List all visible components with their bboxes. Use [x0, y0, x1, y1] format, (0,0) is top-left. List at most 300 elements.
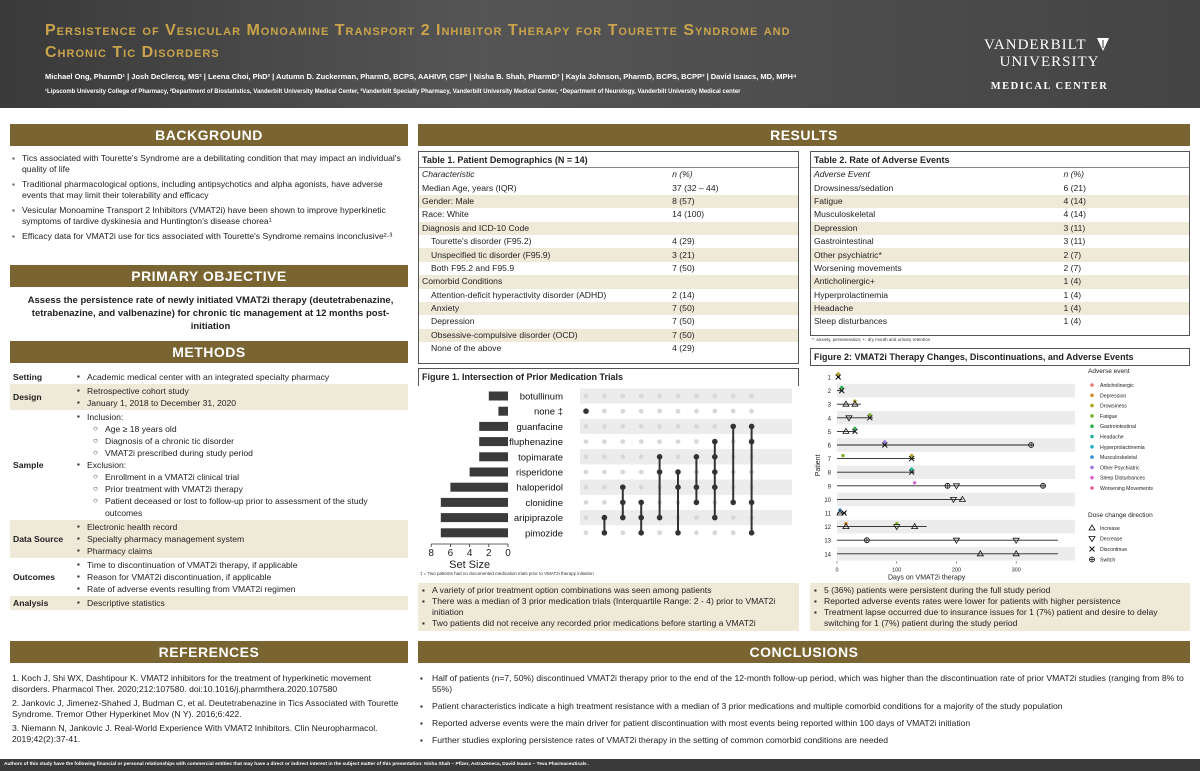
table-row [811, 315, 1189, 328]
dose-change-marker [1013, 538, 1019, 543]
table-row [419, 248, 798, 261]
figure-caption: Figure 2: VMAT2i Therapy Changes, Discontinuations, and Adverse Events [814, 352, 1134, 362]
objective-heading: PRIMARY OBJECTIVE [10, 265, 408, 287]
matrix-dot-empty [731, 409, 736, 414]
table-caption: Table 2. Rate of Adverse Events [811, 152, 1189, 168]
figure1-footnote: ‡ = Two patients had no documented medication trials prior to VMAT2i therapy initiation [420, 571, 594, 576]
list-item: ▪ Reason for VMAT2i discontinuation, if applicable [75, 571, 405, 583]
disclosure-footer: Authors of this study have the following financial or personal relationships with commercial entities that may have a direct or indirect interest in the subject matter of this presentation: Nisha Shah – Pfizer, AstraZeneca, David Isaacs – Teva Pharmaceuticals . [0, 759, 1200, 771]
patient-label: 4 [827, 416, 831, 423]
table-row [811, 262, 1189, 275]
list-item: ▪ Rate of adverse events resulting from VMAT2i regimen [75, 583, 405, 595]
x-tick-label: 6 [447, 548, 454, 559]
set-label: topimarate [518, 452, 563, 464]
list-item: ▪ January 1, 2018 to December 31, 2020 [75, 397, 405, 409]
matrix-dot-filled [602, 530, 608, 536]
matrix-dot-filled [749, 439, 755, 445]
matrix-dot-empty [584, 424, 589, 429]
legend-color-dot [1090, 476, 1094, 480]
legend-color-dot [1090, 445, 1094, 449]
table-patient-demographics [418, 151, 799, 364]
set-size-bar [441, 498, 508, 507]
matrix-dot-empty [620, 439, 625, 444]
adverse-event-dot [841, 454, 844, 457]
row-value: 2 (7) [1063, 249, 1082, 260]
set-size-bar [470, 468, 508, 477]
patient-label: 9 [827, 484, 831, 491]
matrix-dot-empty [602, 500, 607, 505]
y-axis-label: Patient [815, 454, 822, 477]
row-label: Anxiety [431, 303, 460, 314]
set-size-bar [441, 528, 508, 537]
x-tick-label: 300 [1011, 567, 1021, 574]
matrix-dot-empty [657, 424, 662, 429]
list-item: ▪ Tics associated with Tourette's Syndrome are a debilitating condition that may impact an individual's quality of life [12, 153, 407, 175]
matrix-dot-empty [584, 515, 589, 520]
row-label: Race: White [422, 209, 469, 220]
list-item: ▪ Pharmacy claims [75, 545, 405, 557]
matrix-dot-filled [620, 484, 626, 490]
matrix-dot-empty [676, 424, 681, 429]
table-row [419, 289, 798, 302]
legend-label: Depression [1100, 393, 1127, 400]
row-value: 3 (11) [1063, 222, 1086, 233]
adverse-event-dot [913, 481, 916, 484]
matrix-dot-empty [602, 485, 607, 490]
row-value: 3 (11) [1063, 236, 1086, 247]
list-item: ▪ Electronic health record [75, 521, 405, 533]
set-label: botullinum [519, 391, 563, 403]
matrix-dot-empty [584, 394, 589, 399]
set-size-bar [479, 437, 508, 446]
matrix-dot-empty [731, 530, 736, 535]
matrix-dot-empty [712, 424, 717, 429]
row-value: 4 (29) [672, 236, 695, 247]
dose-change-marker [843, 428, 849, 433]
row-value: 7 (50) [672, 329, 695, 340]
patient-label: 1 [827, 375, 831, 382]
figure-caption: Figure 1. Intersection of Prior Medication Trials [422, 372, 624, 382]
list-item: ▪ Traditional pharmacological options, including antipsychotics and alpha agonists, have adverse events that may limit their tolerability and efficacy [12, 179, 407, 201]
matrix-dot-filled [730, 424, 736, 430]
matrix-dot-empty [639, 454, 644, 459]
matrix-dot-filled [675, 469, 681, 475]
row-label: Outcomes [13, 572, 56, 582]
matrix-dot-empty [602, 424, 607, 429]
column-header: n (%) [672, 169, 693, 180]
x-tick-label: 2 [486, 548, 492, 559]
patient-label: 5 [827, 429, 831, 436]
legend-label: Anticholinergic [1100, 383, 1134, 389]
row-value: 7 (50) [672, 316, 695, 327]
row-label: Worsening movements [814, 262, 902, 273]
x-tick-label: 8 [428, 548, 434, 559]
row-value: 2 (7) [1063, 262, 1082, 273]
matrix-dot-empty [602, 470, 607, 475]
list-item: ▪ Patient characteristics indicate a high treatment resistance with a median of 3 prior medications and multiple comorbid conditions for a majority of the study population [420, 701, 1190, 712]
matrix-dot-empty [639, 394, 644, 399]
matrix-dot-filled [694, 484, 700, 490]
row-label: Diagnosis and ICD-10 Code [422, 222, 530, 233]
legend-color-dot [1090, 404, 1094, 408]
legend-label: Headache [1100, 434, 1124, 441]
matrix-dot-empty [657, 394, 662, 399]
set-label: pimozide [524, 528, 563, 540]
matrix-dot-empty [712, 394, 717, 399]
row-label: Setting [13, 372, 43, 382]
table-header-row [811, 168, 1189, 181]
table-row [811, 235, 1189, 248]
list-item: ○ Age ≥ 18 years old [75, 423, 405, 435]
reference-item: 1. Koch J, Shi WX, Dashtipour K. VMAT2 inhibitors for the treatment of hyperkinetic movement disorders. Pharmacol Ther. 2020;212:107580. doi:10.1016/j.pharmthera.2020.107580 [12, 673, 372, 694]
matrix-dot-filled [638, 530, 644, 536]
matrix-dot-empty [657, 439, 662, 444]
row-value: 37 (32 – 44) [672, 182, 719, 193]
legend-color-dot [1090, 424, 1094, 428]
x-tick-label: 4 [466, 548, 473, 559]
list-item: ▪ Exclusion: [75, 459, 405, 471]
patient-label: 14 [824, 552, 831, 559]
matrix-dot-empty [639, 439, 644, 444]
matrix-dot-empty [694, 394, 699, 399]
matrix-dot-empty [584, 500, 589, 505]
matrix-dot-filled [749, 530, 755, 536]
list-item: ○ VMAT2i prescribed during study period [75, 447, 405, 459]
patient-label: 8 [827, 470, 831, 477]
list-item: ▪ A variety of prior treatment option combinations was seen among patients [422, 585, 794, 596]
legend-title: Adverse event [1088, 368, 1130, 375]
set-label: none ‡ [533, 406, 563, 418]
matrix-dot-empty [620, 470, 625, 475]
legend-label: Hyperprolactinemia [1100, 444, 1145, 451]
matrix-dot-empty [584, 454, 589, 459]
table-row [811, 289, 1189, 302]
matrix-dot-empty [731, 394, 736, 399]
table-row [419, 262, 798, 275]
legend-color-dot [1090, 435, 1094, 439]
list-item: ▪ Retrospective cohort study [75, 385, 405, 397]
patient-label: 11 [824, 511, 831, 518]
table-row [419, 222, 798, 235]
row-label: Attention-deficit hyperactivity disorder (ADHD) [431, 289, 607, 300]
table-row [419, 235, 798, 248]
matrix-dot-filled [620, 515, 626, 521]
row-label: Sample [13, 460, 44, 470]
list-item: ▪ Inclusion: [75, 411, 405, 423]
patient-label: 7 [827, 457, 831, 464]
legend-label: Discontinue [1100, 547, 1128, 553]
matrix-dot-filled [583, 408, 589, 414]
matrix-dot-empty [749, 409, 754, 414]
legend-label: Decrease [1100, 536, 1123, 543]
list-item: ▪ Further studies exploring persistence rates of VMAT2i therapy in the setting of common comorbid conditions are needed [420, 735, 1190, 746]
table-row [419, 342, 798, 355]
matrix-dot-empty [639, 424, 644, 429]
dose-change-marker [953, 538, 959, 543]
column-header: Characteristic [422, 169, 475, 180]
reference-item: 2. Jankovic J, Jimenez-Shahed J, Budman C, et al. Deutetrabenazine in Tics Associated with Tourette Syndrome. Tremor Other Hyperkinet Mov (N Y). 2016;6:422. [12, 698, 399, 719]
figure2-notes [814, 585, 1186, 629]
matrix-dot-filled [657, 469, 663, 475]
logo-medical-center: MEDICAL CENTER [990, 81, 1109, 92]
table-row [419, 181, 798, 194]
author-list: Michael Ong, PharmD¹ | Josh DeClercq, MS² | Leena Choi, PhD² | Autumn D. Zuckerman, PharmD, BCPS, AAHIVP, CSP³ | Nisha B. Shah, PharmD³ | Kayla Johnson, PharmD, BCPS, BCPP³ | David Isaacs, MD, MPH⁴ [45, 72, 797, 81]
row-label: Gastrointestinal [814, 236, 874, 247]
figure2-notes-box [810, 583, 1190, 631]
figure1-caption-box [418, 368, 799, 386]
legend-color-dot [1090, 486, 1094, 490]
matrix-dot-empty [639, 409, 644, 414]
matrix-dot-empty [584, 470, 589, 475]
matrix-dot-filled [730, 500, 736, 506]
upset-row-band [580, 480, 792, 495]
legend-label: Fatigue [1100, 413, 1118, 420]
set-label: haloperidol [516, 482, 563, 494]
dose-change-marker [953, 484, 959, 489]
set-size-bar [498, 407, 508, 416]
x-tick-label: 0 [835, 567, 839, 574]
patient-label: 6 [827, 443, 831, 450]
matrix-dot-empty [694, 409, 699, 414]
affiliations: ¹Lipscomb University College of Pharmacy, ²Department of Biostatistics, Vanderbilt University Medical Center, ³Vanderbilt Specialty Pharmacy, Vanderbilt University Medical Center, ⁴Department of Neurology, Vanderbilt University Medical center [45, 89, 741, 95]
legend-label: Drowsiness [1100, 403, 1127, 410]
column-header: Adverse Event [814, 169, 870, 180]
legend-marker [1090, 547, 1095, 552]
reference-item: 3. Niemann N, Jankovic J. Real-World Experience With VMAT2 Inhibitors. Clin Neuropharmacol. 2019;42(2):37-41. [12, 723, 378, 744]
logo-word-vanderbilt: VANDERBILT [984, 37, 1087, 53]
upset-row-band [580, 449, 792, 464]
matrix-dot-filled [712, 515, 718, 521]
matrix-dot-empty [620, 530, 625, 535]
row-value: 1 (4) [1063, 276, 1082, 287]
matrix-dot-filled [712, 454, 718, 460]
table-row [811, 222, 1189, 235]
list-item: ▪ Specialty pharmacy management system [75, 533, 405, 545]
background-heading: BACKGROUND [10, 124, 408, 146]
row-label: Data Source [13, 534, 64, 544]
legend-color-dot [1090, 394, 1094, 398]
row-label: Other psychiatric* [814, 249, 882, 260]
matrix-dot-empty [620, 394, 625, 399]
row-value: 6 (21) [1063, 182, 1086, 193]
vanderbilt-logo [932, 36, 1167, 92]
matrix-dot-filled [675, 530, 681, 536]
matrix-dot-filled [712, 439, 718, 445]
set-size-bar [479, 452, 508, 461]
table-header-row [419, 168, 798, 181]
matrix-dot-empty [676, 454, 681, 459]
table-row [419, 315, 798, 328]
list-item: ▪ Half of patients (n=7, 50%) discontinued VMAT2i therapy prior to the end of the 12-month follow-up period, which was higher than the discontinuation rate of prior VMAT2i studies (ranging from 8% to 55%) [420, 673, 1190, 695]
matrix-dot-empty [657, 530, 662, 535]
matrix-dot-empty [584, 530, 589, 535]
legend-label: Gastrointestinal [1100, 424, 1137, 431]
list-item: ○ Prior treatment with VMAT2i therapy [75, 483, 405, 495]
methods-table [10, 370, 408, 610]
matrix-dot-empty [694, 439, 699, 444]
legend-label: Worsening Movements [1100, 486, 1153, 492]
matrix-dot-filled [694, 500, 700, 506]
row-value: 2 (14) [672, 289, 695, 300]
matrix-dot-empty [584, 439, 589, 444]
row-label: Obsessive-compulsive disorder (OCD) [431, 329, 578, 340]
matrix-dot-empty [639, 485, 644, 490]
column-header: n (%) [1063, 169, 1085, 180]
list-item: ○ Patient deceased or lost to follow-up prior to assessment of the study outcomes [75, 495, 405, 519]
objective-text: Assess the persistence rate of newly initiated VMAT2i therapy (deutetrabenazine, tetrabenazine, and valbenazine) for chronic tic management at 12 months post-initiation [27, 295, 394, 332]
dose-change-marker [843, 401, 849, 406]
row-value: 4 (29) [672, 343, 695, 354]
results-heading: RESULTS [418, 124, 1190, 146]
row-label: Median Age, years (IQR) [422, 182, 517, 193]
x-tick-label: 100 [892, 567, 902, 574]
row-label: Anticholinergic+ [814, 276, 875, 287]
list-item: ▪ Academic medical center with an integrated specialty pharmacy [75, 371, 405, 383]
upset-row-band [580, 419, 792, 434]
row-value [669, 275, 798, 288]
figure1-notes [422, 585, 794, 629]
set-size-bar [450, 483, 508, 492]
x-axis-label: Set Size [449, 559, 491, 571]
table-row [811, 195, 1189, 208]
row-value: 1 (4) [1063, 316, 1082, 327]
list-item: ▪ 5 (36%) patients were persistent during the full study period [814, 585, 1186, 596]
figure1-notes-box [418, 583, 799, 631]
list-item: ▪ Time to discontinuation of VMAT2i therapy, if applicable [75, 559, 405, 571]
row-value: 3 (21) [672, 249, 695, 260]
matrix-dot-empty [676, 409, 681, 414]
set-label: guanfacine [516, 421, 563, 433]
poster-title: Persistence of Vesicular Monoamine Transport 2 Inhibitor Therapy for Tourette Syndrome and Chronic Tic Disorders [45, 22, 791, 61]
matrix-dot-empty [602, 409, 607, 414]
table-row [811, 208, 1189, 221]
x-axis-label: Days on VMAT2i therapy [887, 574, 966, 582]
conclusions-heading: CONCLUSIONS [418, 641, 1190, 663]
legend-color-dot [1090, 466, 1094, 470]
list-item: ○ Diagnosis of a chronic tic disorder [75, 435, 405, 447]
row-label: Both F95.2 and F95.9 [431, 262, 515, 273]
patient-label: 10 [824, 497, 831, 504]
legend-color-dot [1090, 383, 1094, 387]
matrix-dot-empty [584, 485, 589, 490]
row-value: 8 (57) [672, 195, 695, 206]
legend-title: Dose change direction [1088, 512, 1153, 519]
legend-color-dot [1090, 455, 1094, 459]
row-value: 4 (14) [1063, 195, 1086, 206]
patient-label: 12 [824, 525, 831, 532]
table-row [419, 195, 798, 208]
table-row [811, 248, 1189, 261]
matrix-dot-empty [731, 515, 736, 520]
matrix-dot-empty [749, 394, 754, 399]
swim-row-band [837, 384, 1075, 398]
list-item: ▪ Reported adverse events rates were lower for patients with higher persistence [814, 596, 1186, 607]
references-list [12, 673, 407, 748]
table-row [419, 208, 798, 221]
patient-label: 3 [827, 402, 831, 409]
list-item: ▪ Vesicular Monoamine Transport 2 Inhibitors (VMAT2i) have been shown to improve hyperkinetic symptoms of tardive dyskinesia and Huntington's disease chorea¹ [12, 205, 407, 227]
matrix-dot-empty [694, 424, 699, 429]
row-value [669, 222, 798, 235]
matrix-dot-empty [712, 409, 717, 414]
matrix-dot-filled [694, 454, 700, 460]
matrix-dot-filled [749, 424, 755, 430]
matrix-dot-empty [694, 515, 699, 520]
table-adverse-events [810, 151, 1190, 336]
matrix-dot-filled [638, 500, 644, 506]
matrix-dot-empty [620, 424, 625, 429]
row-label: Drowsiness/sedation [814, 182, 894, 193]
matrix-dot-filled [620, 500, 626, 506]
matrix-dot-empty [676, 439, 681, 444]
x-tick-label: 200 [951, 567, 962, 574]
poster-header [0, 0, 1200, 108]
patient-label: 13 [824, 538, 831, 545]
matrix-dot-filled [712, 469, 718, 475]
matrix-dot-empty [602, 394, 607, 399]
row-value: 14 (100) [672, 209, 705, 220]
set-size-bar [489, 392, 508, 401]
matrix-dot-empty [602, 454, 607, 459]
patient-label: 2 [827, 389, 831, 396]
set-label: risperidone [516, 467, 563, 479]
matrix-dot-empty [676, 394, 681, 399]
set-label: aripiprazole [513, 513, 563, 525]
matrix-dot-filled [712, 484, 718, 490]
set-size-bar [479, 422, 508, 431]
matrix-dot-empty [602, 439, 607, 444]
legend-marker [1089, 525, 1095, 530]
legend-label: Increase [1100, 526, 1120, 532]
row-label: Musculoskeletal [814, 209, 876, 220]
list-item: ▪ Two patients did not receive any recorded prior medications before starting a VMAT2i [422, 618, 794, 629]
matrix-dot-filled [675, 484, 681, 490]
set-label: fluphenazine [509, 437, 563, 449]
row-value: 7 (50) [672, 303, 695, 314]
matrix-dot-filled [638, 515, 644, 521]
list-item: ○ Enrollment in a VMAT2i clinical trial [75, 471, 405, 483]
row-value: 7 (50) [672, 262, 695, 273]
logo-word-university: UNIVERSITY [999, 54, 1100, 70]
legend-label: Other Psychiatric [1100, 465, 1140, 472]
figure2-caption-box [810, 348, 1190, 366]
references-heading: REFERENCES [10, 641, 408, 663]
legend-label: Musculoskeletal [1100, 455, 1137, 462]
row-label: Hyperprolactinemia [814, 289, 889, 300]
row-label: None of the above [431, 343, 502, 354]
upset-row-band [580, 388, 792, 403]
list-item: ▪ There was a median of 3 prior medication trials (Interquartile Range: 2 - 4) prior to VMAT2i initiation [422, 596, 794, 618]
legend-marker [1089, 537, 1095, 542]
row-value: 1 (4) [1063, 303, 1082, 314]
table2-footnote: *: anxiety, perseveration; +: dry mouth and urinary retention [812, 337, 931, 342]
matrix-dot-empty [712, 530, 717, 535]
row-value: 1 (4) [1063, 289, 1082, 300]
row-label: Fatigue [814, 195, 843, 206]
legend-label: Sleep Disturbances [1100, 475, 1145, 482]
legend-color-dot [1090, 414, 1094, 418]
table-row [419, 302, 798, 315]
row-value: 4 (14) [1063, 209, 1086, 220]
row-label: Analysis [13, 598, 49, 608]
list-item: ▪ Treatment lapse occurred due to insurance issues for 1 (7%) patient and desire to delay switching for 1 (7%) patient during the study period [814, 607, 1186, 629]
conclusions-list [420, 673, 1190, 752]
list-item: ▪ Descriptive statistics [75, 597, 405, 609]
row-label: Sleep disturbances [814, 316, 888, 327]
background-list [12, 153, 407, 246]
swimmer-chart [810, 367, 1190, 582]
row-label: Tourette's disorder (F95.2) [431, 236, 532, 247]
